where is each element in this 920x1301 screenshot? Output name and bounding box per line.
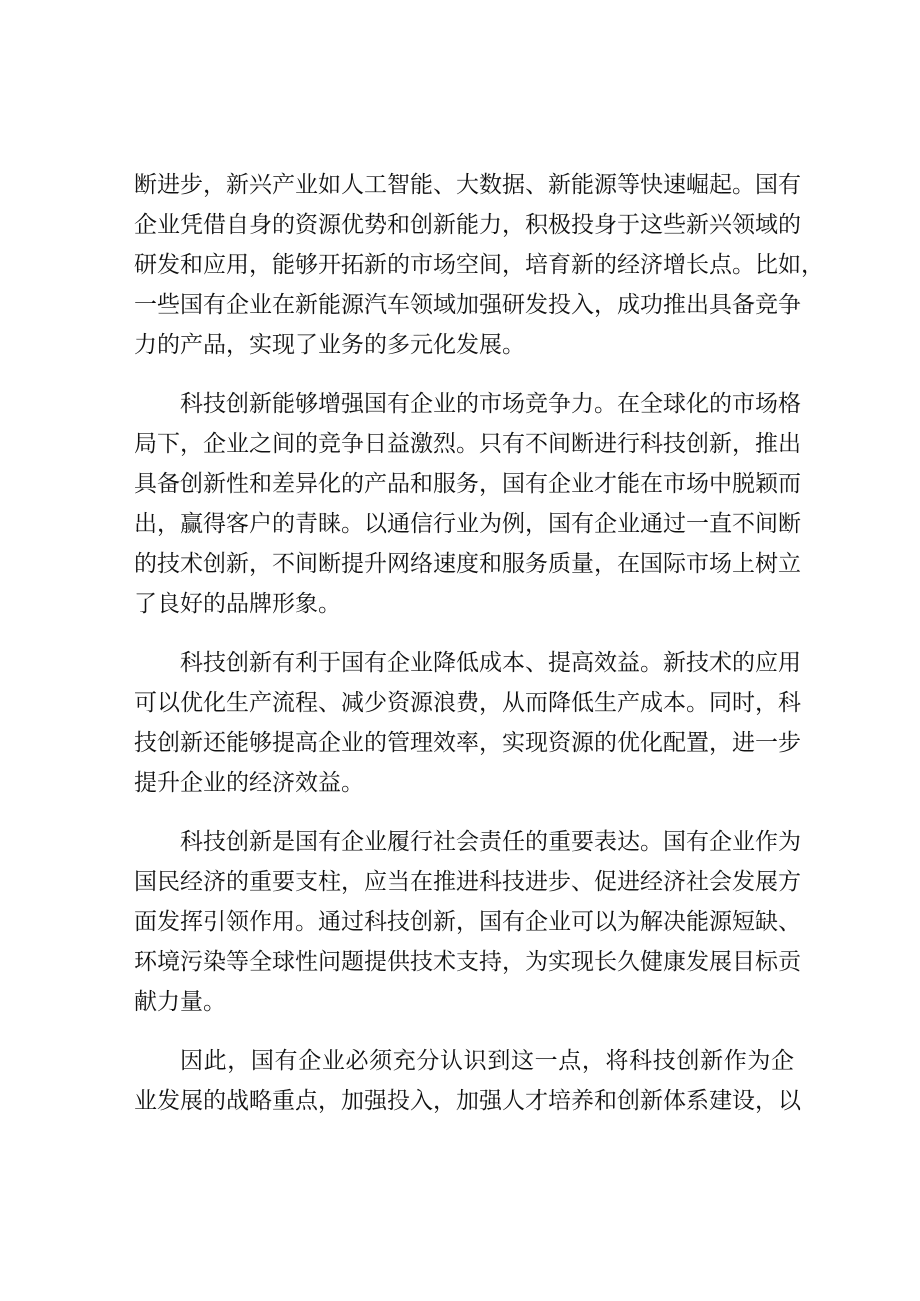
text-line: 局下，企业之间的竞争日益激烈。只有不间断进行科技创新，推出: [134, 431, 801, 457]
text-line: 环境污染等全球性问题提供技术支持，为实现长久健康发展目标贡: [134, 949, 801, 975]
paragraph-first-line: 科技创新是国有企业履行社会责任的重要表达。国有企业作为: [180, 829, 801, 855]
text-line: 力的产品，实现了业务的多元化发展。: [134, 332, 525, 358]
text-line: 技创新还能够提高企业的管理效率，实现资源的优化配置，进一步: [134, 730, 801, 756]
text-line: 企业凭借自身的资源优势和创新能力，积极投身于这些新兴领域的: [134, 212, 801, 238]
text-line: 的技术创新，不间断提升网络速度和服务质量，在国际市场上树立: [134, 551, 801, 577]
text-line: 提升企业的经济效益。: [134, 770, 364, 796]
paragraph-first-line: 科技创新有利于国有企业降低成本、提高效益。新技术的应用: [180, 650, 801, 676]
text-line: 业发展的战略重点，加强投入，加强人才培养和创新体系建设，以: [134, 1088, 801, 1114]
text-line: 国民经济的重要支柱，应当在推进科技进步、促进经济社会发展方: [134, 869, 801, 895]
text-line: 一些国有企业在新能源汽车领域加强研发投入，成功推出具备竞争: [134, 292, 801, 318]
text-line: 出，赢得客户的青睐。以通信行业为例，国有企业通过一直不间断: [134, 511, 801, 537]
text-line: 断进步，新兴产业如人工智能、大数据、新能源等快速崛起。国有: [134, 172, 801, 198]
paragraph-first-line: 科技创新能够增强国有企业的市场竞争力。在全球化的市场格: [180, 391, 801, 417]
text-line: 研发和应用，能够开拓新的市场空间，培育新的经济增长点。比如，: [134, 252, 824, 278]
text-line: 可以优化生产流程、减少资源浪费，从而降低生产成本。同时，科: [134, 690, 801, 716]
text-line: 了良好的品牌形象。: [134, 591, 341, 617]
text-line: 献力量。: [134, 989, 226, 1015]
paragraph-first-line: 因此，国有企业必须充分认识到这一点，将科技创新作为企: [180, 1048, 794, 1074]
text-line: 面发挥引领作用。通过科技创新，国有企业可以为解决能源短缺、: [134, 909, 801, 935]
text-line: 具备创新性和差异化的产品和服务，国有企业才能在市场中脱颖而: [134, 471, 801, 497]
